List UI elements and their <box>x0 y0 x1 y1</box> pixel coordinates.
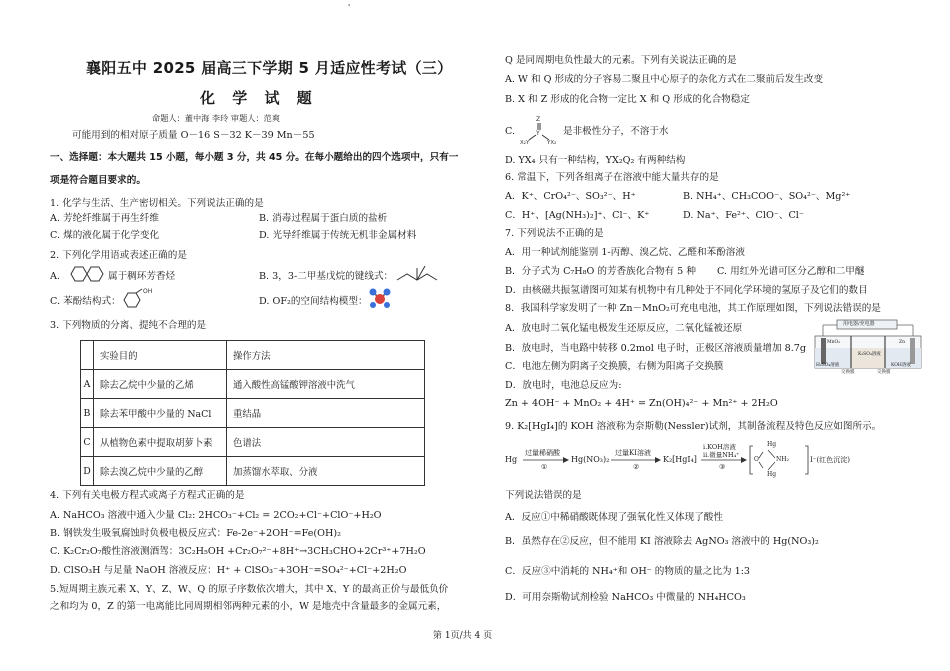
q6-stem: 6. 常温下，下列各组离子在溶液中能大量共存的是 <box>505 172 719 183</box>
q1-option-a: A. 芳纶纤维属于再生纤维 <box>50 213 159 224</box>
q1-option-b: B. 消毒过程属于蛋白质的盐析 <box>259 213 388 224</box>
svg-text:Y: Y <box>536 130 540 137</box>
top-mark: ' <box>348 3 351 12</box>
table-cell: 除去乙烷中少量的乙烯 <box>94 370 227 399</box>
table-header-cell: 操作方法 <box>227 341 425 370</box>
q6-option-c: C．H⁺、[Ag(NH₃)₂]⁺、Cl⁻、K⁺ <box>505 210 650 221</box>
phenol-structure-icon <box>118 286 154 310</box>
table-cell: 重结晶 <box>227 399 425 428</box>
fig-mid-solution: K₂SO₄溶液 <box>858 352 881 357</box>
table-cell: A <box>81 370 94 399</box>
q7-option-b: B．分子式为 C₇H₈O 的芳香族化合物有 5 种 <box>505 266 696 277</box>
flow-step-1: ① <box>541 463 548 471</box>
table-cell: 通入酸性高锰酸钾溶液中洗气 <box>227 370 425 399</box>
q4-option-a: A. NaHCO₃ 溶液中通入少量 Cl₂: 2HCO₃⁻+Cl₂ = 2CO₂+Cl⁻+ClO⁻+H₂O <box>50 510 382 521</box>
biphenyl-structure-icon <box>65 264 109 284</box>
q2-option-a: 属于稠环芳香烃 <box>108 271 176 282</box>
battery-figure <box>813 318 925 376</box>
flow-mol-hg-top: Hg <box>767 441 777 448</box>
dimethylpentane-skeleton-icon <box>395 262 441 284</box>
svg-text:X₂Y: X₂Y <box>520 140 530 146</box>
q2-option-a-label: A. <box>50 271 60 282</box>
q9-option-c: C．反应③中消耗的 NH₄⁺和 OH⁻ 的物质的量之比为 1:3 <box>505 566 751 577</box>
q2-option-b: B. 3，3-二甲基戊烷的键线式： <box>259 271 394 282</box>
table-header-cell: 实验目的 <box>94 341 227 370</box>
q6-option-b: B. NH₄⁺、CH₃COO⁻、SO₄²⁻、Mg²⁺ <box>683 191 851 202</box>
nessler-flow-diagram <box>505 440 850 482</box>
q7-option-d: D．由核磁共振氢谱图可知某有机物中有几种处于不同化学环境的氢原子及它们的数目 <box>505 285 868 296</box>
page-footer: 第 1页/共 4 页 <box>433 631 493 641</box>
q7-stem: 7. 下列说法不正确的是 <box>505 228 604 239</box>
q4-option-b: B. 钢铁发生吸氧腐蚀时负极电极反应式：Fe-2e⁻+2OH⁻=Fe(OH)₂ <box>50 528 341 539</box>
q4-option-d: D. ClSO₃H 与足量 NaOH 溶液反应：H⁺ + ClSO₃⁻+3OH⁻=SO₄²⁻+Cl⁻+2H₂O <box>50 565 407 576</box>
q6-option-d: D. Na⁺、Fe²⁺、ClO⁻、Cl⁻ <box>683 210 804 221</box>
q8-option-d: D．放电时，电池总反应为: <box>505 380 622 391</box>
table-cell: 除去苯甲酸中少量的 NaCl <box>94 399 227 428</box>
q8-option-a: A．放电时二氧化锰电极发生还原反应，二氧化锰被还原 <box>505 323 743 334</box>
q9-intro: 下列说法错误的是 <box>505 490 582 501</box>
fig-top-label: 用电器/充电器 <box>843 321 875 327</box>
xyz-structure-icon <box>519 114 561 146</box>
subject-title: 化 学 试 题 <box>200 89 318 107</box>
q9-option-a: A．反应①中稀硝酸既体现了强氧化性又体现了酸性 <box>505 512 723 523</box>
q5-option-d: D. YX₄ 只有一种结构，YX₂Q₂ 有两种结构 <box>505 155 686 166</box>
fig-left-solution: H₂SO₄溶液 <box>816 363 840 368</box>
flow-precipitate: I⁻(红色沉淀) <box>810 456 850 464</box>
flow-step-3: ③ <box>719 463 726 471</box>
table-row <box>81 457 425 486</box>
table-cell: 除去溴乙烷中少量的乙醇 <box>94 457 227 486</box>
q5-line2: 之和均为 0，Z 的第一电离能比同周期相邻两种元素的小，W 是地壳中含量最多的金属元素， <box>50 601 447 612</box>
authors-line: 命题人：董中海 李玲 审题人：范爽 <box>152 113 281 123</box>
flow-mol-o: O <box>754 456 759 463</box>
table-cell: 色谱法 <box>227 428 425 457</box>
q7-option-a: A．用一种试剂能鉴别 1-丙醇、溴乙烷、乙醛和苯酚溶液 <box>505 247 745 258</box>
svg-text:Z: Z <box>536 116 541 123</box>
q8-option-c: C．电池左侧为阴离子交换膜，右侧为阳离子交换膜 <box>505 361 724 372</box>
table-cell: D <box>81 457 94 486</box>
flow-product-2: K₂[HgI₄] <box>663 455 697 464</box>
q3-stem: 3. 下列物质的分离、提纯不合理的是 <box>50 320 207 331</box>
q9-option-d: D．可用奈斯勒试剂检验 NaHCO₃ 中微量的 NH₄HCO₃ <box>505 592 746 603</box>
flow-reagent-3b: ii.微量NH₄⁺ <box>703 451 740 459</box>
fig-left-electrode: MnO₂ <box>827 340 840 345</box>
flow-mol-nh2: NH₂ <box>776 456 789 463</box>
q8-equation: Zn + 4OH⁻ + MnO₂ + 4H⁺ = Zn(OH)₄²⁻ + Mn²⁺ + 2H₂O <box>505 398 778 409</box>
section1-line1: 一、选择题：本大题共 15 小题，每小题 3 分，共 45 分。在每小题给出的四个选项中，只有一 <box>50 152 459 163</box>
table-header-cell <box>81 341 94 370</box>
q1-option-c: C. 煤的液化属于化学变化 <box>50 230 160 241</box>
q3-table <box>80 340 425 486</box>
q8-stem: 8．我国科学家发明了一种 Zn－MnO₂可充电电池，其工作原理如图，下列说法错误的是 <box>505 303 881 314</box>
q4-stem: 4. 下列有关电极方程式或离子方程式正确的是 <box>50 490 245 501</box>
q5-line1: 5.短周期主族元素 X、Y、Z、W、Q 的原子序数依次增大，其中 X、Y 的最高正价与最低负价 <box>50 584 449 595</box>
fig-membrane-left: 交换膜 <box>841 370 855 375</box>
fig-membrane-right: 交换膜 <box>877 370 891 375</box>
q5-line3: Q 是同周期电负性最大的元素。下列有关说法正确的是 <box>505 55 737 66</box>
q2-stem: 2. 下列化学用语或表述正确的是 <box>50 250 187 261</box>
flow-reagent-3a: i.KOH溶液 <box>703 443 736 451</box>
exam-title: 襄阳五中 2025 届高三下学期 5 月适应性考试（三） <box>86 59 453 77</box>
q5-option-c-label: C. <box>505 126 516 137</box>
atomic-masses: 可能用到的相对原子质量 O－16 S－32 K－39 Mn－55 <box>72 130 315 141</box>
flow-product-1: Hg(NO₃)₂ <box>571 455 610 464</box>
q8-option-b: B．放电时，当电路中转移 0.2mol 电子时，正极区溶液质量增加 8.7g <box>505 343 807 354</box>
table-cell: 从植物色素中提取胡萝卜素 <box>94 428 227 457</box>
q2-option-d: D. OF₂的空间结构模型： <box>259 296 368 307</box>
table-cell: B <box>81 399 94 428</box>
q2-option-c: C. 苯酚结构式： <box>50 296 121 307</box>
q5-option-a: A. W 和 Q 形成的分子容易二聚且中心原子的杂化方式在二聚前后发生改变 <box>505 74 824 85</box>
q1-stem: 1. 化学与生活、生产密切相关。下列说法正确的是 <box>50 198 264 209</box>
flow-step-2: ② <box>633 463 640 471</box>
table-row <box>81 399 425 428</box>
q4-option-c: C. K₂Cr₂O₇酸性溶液测酒驾：3C₂H₅OH +Cr₂O₇²⁻+8H⁺→3CH₃CHO+2Cr³⁺+7H₂O <box>50 546 426 557</box>
table-header-row <box>81 341 425 370</box>
q6-option-a: A．K⁺、CrO₄²⁻、SO₃²⁻、H⁺ <box>505 191 636 202</box>
q9-stem: 9. K₂[HgI₄]的 KOH 溶液称为奈斯勒(Nessler)试剂，其制备流程及特色反应如图所示。 <box>505 421 882 432</box>
table-row <box>81 370 425 399</box>
q7-option-c: C. 用红外光谱可区分乙醇和二甲醚 <box>717 266 865 277</box>
q5-option-c: 是非极性分子，不溶于水 <box>563 126 669 137</box>
q1-option-d: D. 光导纤维属于传统无机非金属材料 <box>259 230 417 241</box>
flow-reagent-1: 过量稀硝酸 <box>525 449 560 457</box>
fig-right-solution: KOH溶液 <box>891 363 911 368</box>
fig-right-electrode: Zn <box>899 340 906 345</box>
flow-reagent-2: 过量KI溶液 <box>615 449 651 457</box>
table-row <box>81 428 425 457</box>
of2-model-icon <box>368 287 392 309</box>
q9-option-b: B．虽然存在②反应，但不能用 KI 溶液除去 AgNO₃ 溶液中的 Hg(NO₃)₂ <box>505 536 819 547</box>
flow-mol-hg-bottom: Hg <box>767 471 777 478</box>
table-cell: C <box>81 428 94 457</box>
section1-line2: 项是符合题目要求的。 <box>50 175 146 186</box>
table-cell: 加蒸馏水萃取、分液 <box>227 457 425 486</box>
svg-text:OH: OH <box>143 288 153 295</box>
svg-text:YX₂: YX₂ <box>547 140 557 146</box>
q5-option-b: B. X 和 Z 形成的化合物一定比 X 和 Q 形成的化合物稳定 <box>505 94 750 105</box>
flow-hg: Hg <box>505 455 518 464</box>
